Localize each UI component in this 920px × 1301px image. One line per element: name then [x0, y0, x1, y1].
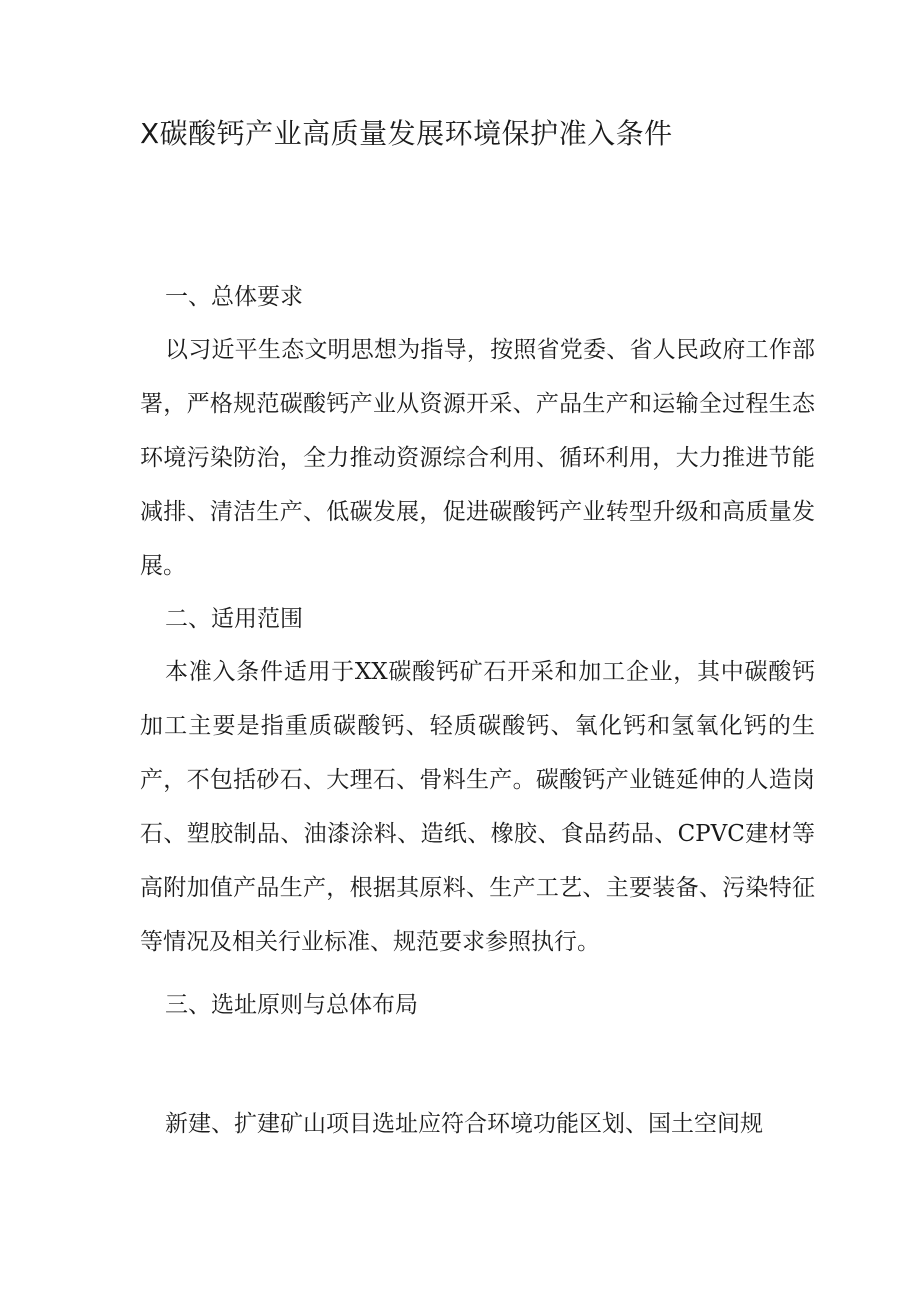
- section-paragraph-site-selection: 新建、扩建矿山项目选址应符合环境功能区划、国土空间规: [165, 1111, 763, 1137]
- section-paragraph-general-requirements: 以习近平生态文明思想为指导，按照省党委、省人民政府工作部署，严格规范碳酸钙产业从资源开采、产品生产和运输全过程生态环境污染防治，全力推动资源综合利用、循环利用，大力推进节能减排、清洁生产、低碳发展，促进碳酸钙产业转型升级和高质量发展。: [140, 337, 815, 579]
- section-heading-general-requirements: 一、总体要求: [165, 284, 303, 310]
- section-heading-site-selection: 三、选址原则与总体布局: [165, 992, 418, 1018]
- document-title: X碳酸钙产业高质量发展环境保护准入条件: [140, 117, 673, 150]
- section-paragraph-scope: 本准入条件适用于XX碳酸钙矿石开采和加工企业，其中碳酸钙加工主要是指重质碳酸钙、轻质碳酸钙、氧化钙和氢氧化钙的生产，不包括砂石、大理石、骨料生产。碳酸钙产业链延伸的人造岗石、塑胶制品、油漆涂料、造纸、橡胶、食品药品、CPVC建材等高附加值产品生产，根据其原料、生产工艺、主要装备、污染特征等情况及相关行业标准、规范要求参照执行。: [140, 659, 815, 955]
- section-heading-scope: 二、适用范围: [165, 606, 303, 632]
